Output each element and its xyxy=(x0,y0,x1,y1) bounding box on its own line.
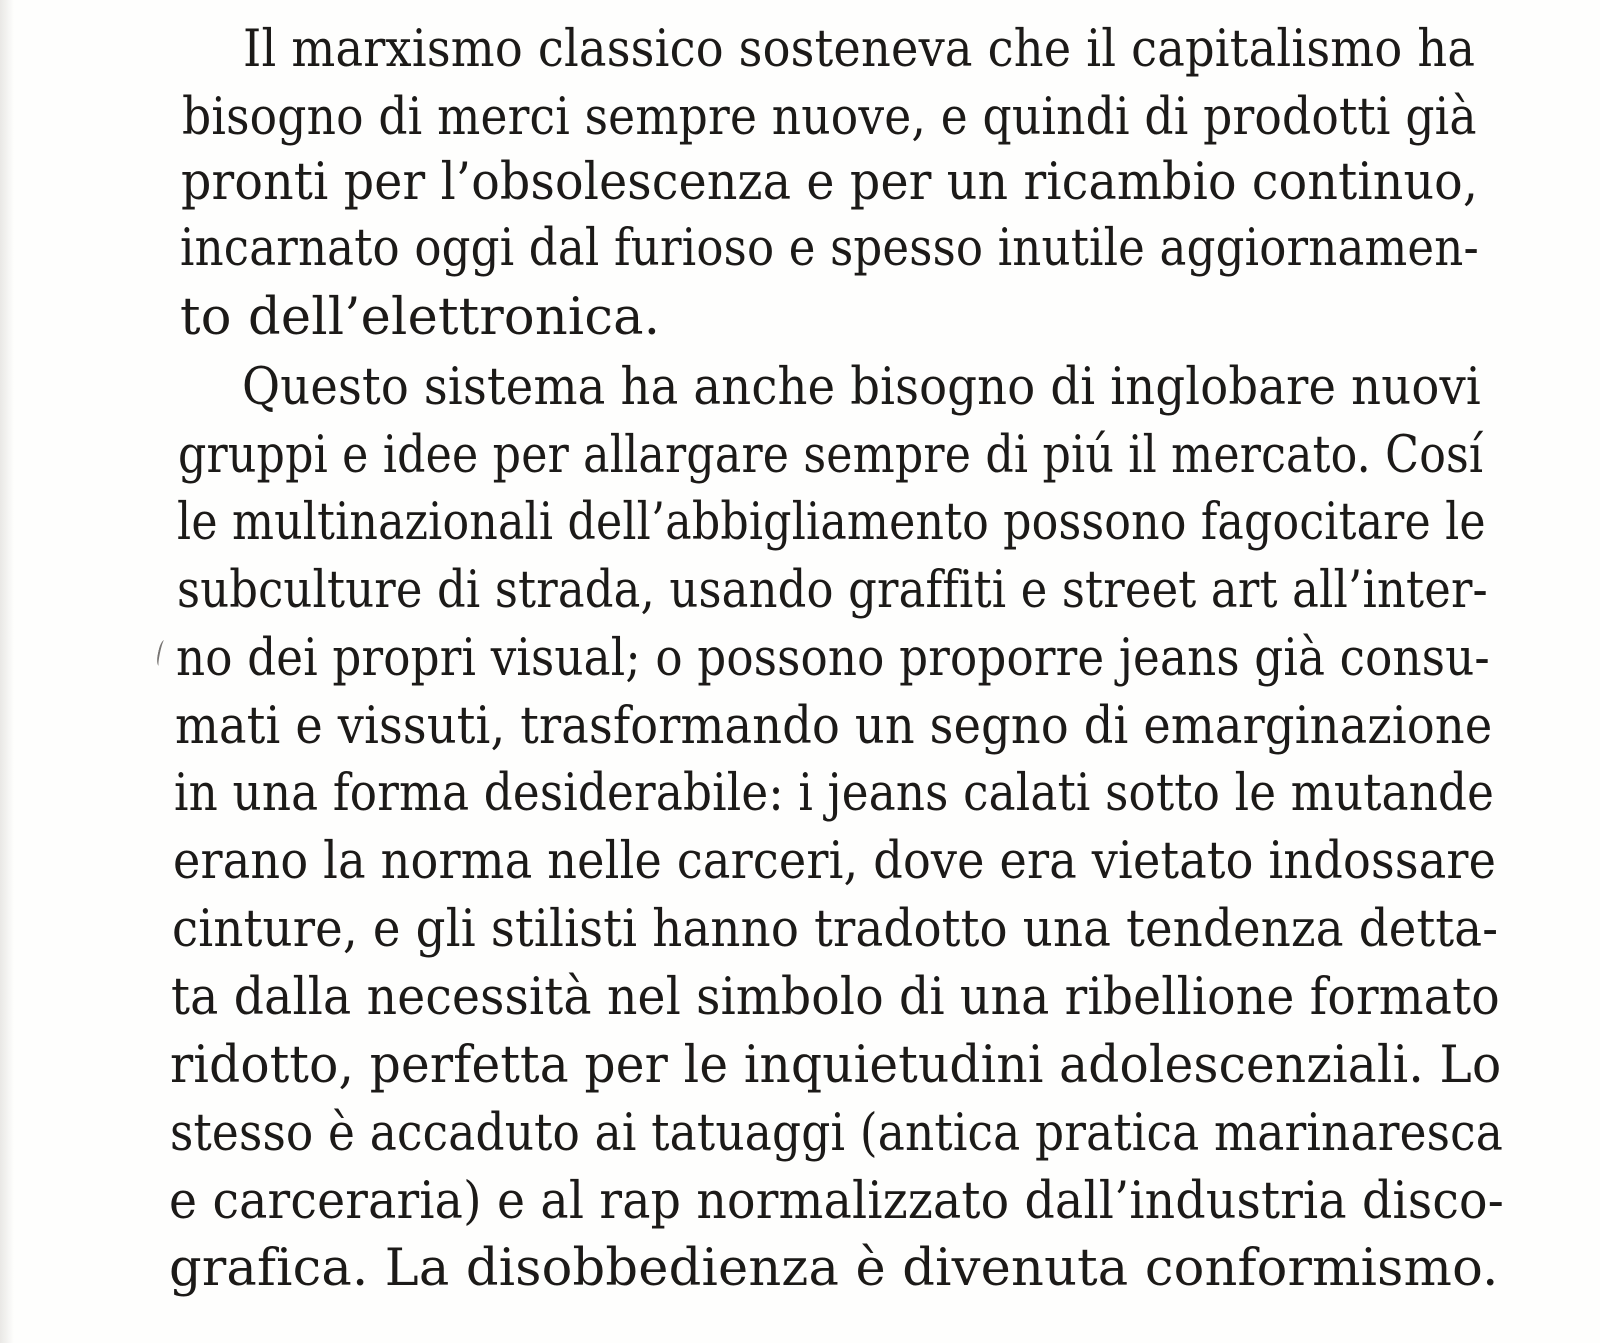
text-line: Il marxismo classico sosteneva che il capitalismo ha xyxy=(243,20,1476,79)
text-line: ridotto, perfetta per le inquietudini adolescenziali. Lo xyxy=(170,1036,1502,1095)
text-line: pronti per l’obsolescenza e per un ricambio continuo, xyxy=(181,153,1479,212)
text-line: ta dalla necessità nel simbolo di una ribellione formato xyxy=(171,968,1500,1027)
text-line: subculture di strada, usando graffiti e street art all’inter- xyxy=(177,561,1488,620)
text-line: mati e vissuti, trasformando un segno di emarginazione xyxy=(175,697,1493,756)
text-line: bisogno di merci sempre nuove, e quindi di prodotti già xyxy=(182,88,1477,147)
text-line: gruppi e idee per allargare sempre di piú il mercato. Cosí xyxy=(178,426,1484,485)
text-line: incarnato oggi dal furioso e spesso inutile aggiornamen- xyxy=(180,219,1479,278)
text-line: cinture, e gli stilisti hanno tradotto una tendenza detta- xyxy=(172,900,1499,959)
text-line: Questo sistema ha anche bisogno di inglobare nuovi xyxy=(242,358,1481,417)
text-line: no dei propri visual; o possono proporre jeans già consu- xyxy=(176,629,1490,688)
text-line: in una forma desiderabile: i jeans calati sotto le mutande xyxy=(174,764,1495,823)
text-line: grafica. La disobbedienza è divenuta conformismo. xyxy=(169,1239,1499,1298)
text-line: e carceraria) e al rap normalizzato dall’industria disco- xyxy=(169,1172,1504,1231)
text-line: to dell’elettronica. xyxy=(180,288,661,347)
text-line: erano la norma nelle carceri, dove era vietato indossare xyxy=(173,832,1497,891)
text-line: stesso è accaduto ai tatuaggi (antica pratica marinaresca xyxy=(170,1104,1504,1163)
text-line: le multinazionali dell’abbigliamento possono fagocitare le xyxy=(177,493,1486,552)
